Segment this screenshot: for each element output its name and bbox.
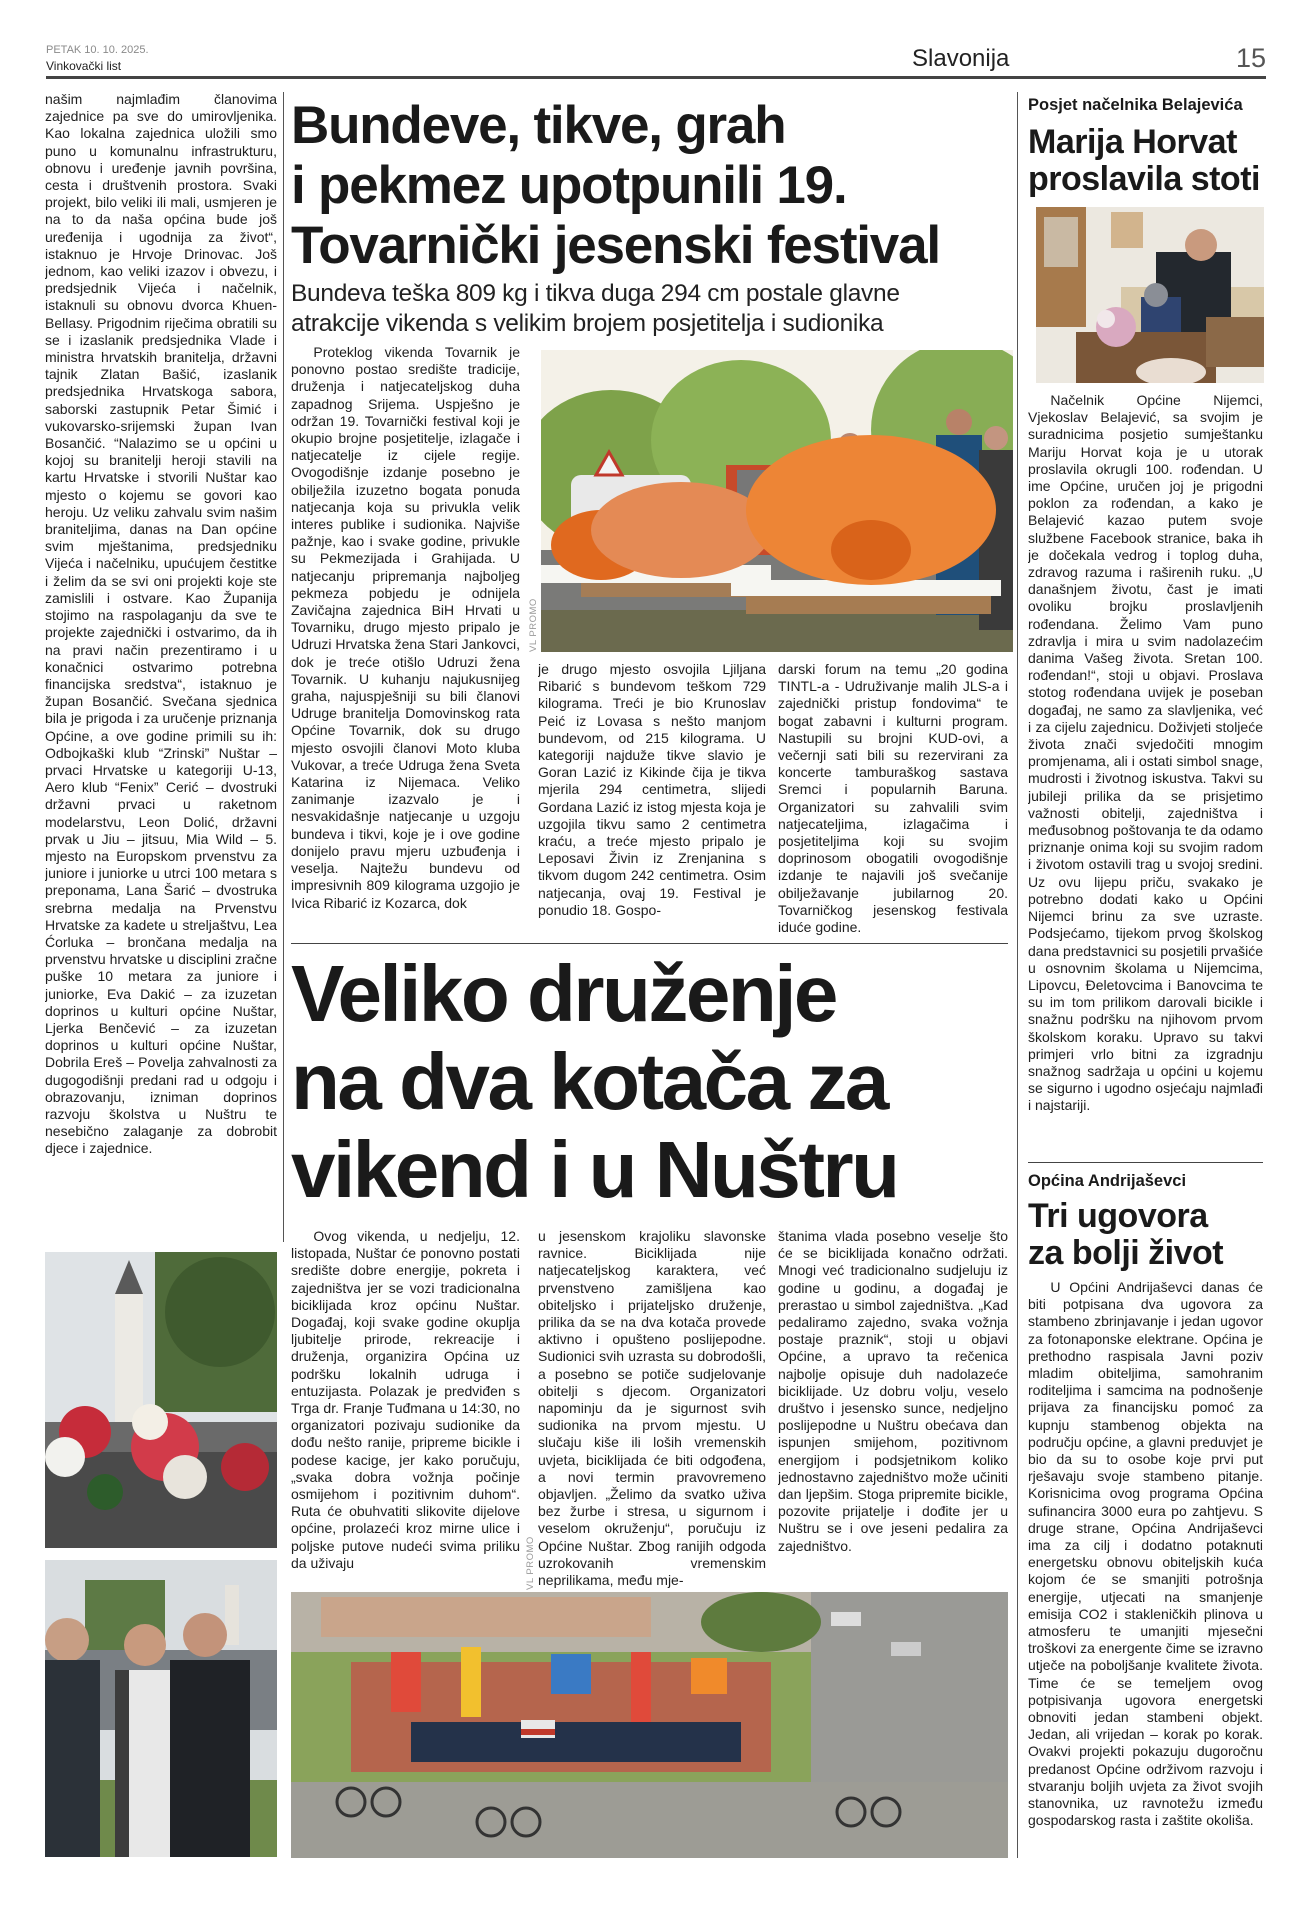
headline-line: Tovarnički jesenski festival [291, 216, 940, 275]
subtitle-line: Bundeva teška 809 kg i tikva duga 294 cm postale glavne [291, 280, 900, 307]
officials-photo [45, 1560, 277, 1857]
header-rule [46, 76, 1266, 79]
newspaper-name: Vinkovački list [46, 59, 122, 73]
column-divider [1017, 92, 1018, 1858]
andrijasevci-text: U Općini Andrijaševci danas će biti potpisana dva ugovora za stambeno zbrinjavanje i jedan ugovor za fotonaponske elektrane. Općina je prethodno raspisala Javni poziv mladim obiteljima, samohranim roditeljima i samcima na podnošenje prijava za financijsku pomoć za kupnju stambenog objekta na području općine, a glavni preduvjet je bio da su to osobe koje prvi put rješavaju svoje stambeno pitanje. Korisnicima ovog programa Općina sufinancira 3000 eura po zahtjevu. S druge strane, Općina Andrijaševci ima za cilj i dodatno potaknuti energetsku obnovu obiteljskih kuća kojom će se smanjiti potrošnja energije, utjecati na smanjenje emisija CO2 i stakleničkih plinova u atmosferu te umanjiti mjesečni troškovi za energente čime se izravno utječe na poboljšanje kvalitete života. Time će se temeljem ovog potpisivanja ugovora energetski obnoviti jedan stambeni objekt. Jedan, ali vrijedan – korak po korak. Ovakvi projekti pokazuju dugoročnu predanost Općine održivom razvoju i stvaranju boljih uvjeta za život svojih stanovnika, uz ravnotežu između gospodarskog rasta i zaštite okoliša. [1028, 1279, 1263, 1829]
page-number: 15 [1236, 43, 1267, 73]
horvat-text: Načelnik Općine Nijemci, Vjekoslav Belajević, sa svojim je suradnicima posjetio sumještanku Mariju Horvat koja je u utorak proslavila okrugli 100. rođendan. U ime Općine, uručen joj je prigodni poklon za rođendan, a kako je Belajević kazao putem svoje službene Facebook stranice, baka ih je dočekala vedrog i toplog duha, zdravog razuma i raširenih ruku. „U današnjem životu, čast je imati ovoliku brojku proslavljenih rođendana. Želimo Vam puno zdravlja i mira u svim nadolazećim danima Vašeg života. Sretan 100. rođendan!“, stoji u objavi. Proslava stotog rođendana uvijek je poseban događaj, ne samo za slavljenika, već i za cijelu zajednicu. Doživjeti stoljeće života znači svjedočiti mnogim promjenama, ali i ostati simbol snage, mudrosti i životnog iskustva. Takvi su jubileji prilika da se prisjetimo važnosti obitelji, zajedništva i međusobnog poštovanja te da odamo priznanje onima koji su svojim radom i životom ostavili trag u svojoj sredini. Uz ovu lijepu priču, svakako je potrebno dodati kako u Općini Nijemci brinu za sve uzraste. Podsjećamo, tijekom prvog školskog dana predstavnici su posjetili prvašiće u osnovnim školama u Nijemcima, Lipovcu, Đeletovcima i Banovcima te su im tom prilikom darovali bicikle i snažnu podršku na njihovom prvom školskom koraku. Upravo su takvi primjeri vrlo bitni za izgradnju snažnog sadržaja u općini u kojemu se sigurno i ugodno osjećaju najmlađi i najstariji. [1028, 392, 1263, 1114]
article-divider [1028, 1162, 1263, 1163]
headline-line: Tri ugovora [1028, 1197, 1208, 1235]
cyclists-playground-photo [291, 1592, 1008, 1858]
giant-pumpkins-photo [541, 350, 1013, 652]
cycling-headline [291, 950, 897, 1214]
headline-line: za bolji život [1028, 1234, 1224, 1272]
headline-line: Bundeve, tikve, grah [291, 96, 786, 155]
centenarian-visit-photo [1036, 207, 1264, 383]
cycling-column-2: u jesenskom krajoliku slavonske ravnice. Biciklijada nije natjecateljskog karaktera, već prvenstveno zamišljena kao obiteljsko i prijateljsko druženje, prilika da se na dva kotača provede aktivno i opušteno poslijepodne. Sudionici svih uzrasta su dobrodošli, a posebno se potiče sudjelovanje obitelji s djecom. Organizatori napominju da je sigurnost svih sudionika na prvom mjestu. U slučaju kiše ili loših vremenskih uvjeta, biciklijada će biti odgođena, a novi termin pravovremeno objavljen. „Želimo da svatko uživa bez žurbe i stresa, u sigurnom i veselom okruženju“, poručuju iz Općine Nuštar. Zbog ranijih odgoda uzrokovanih vremenskim neprilikama, među mje- [538, 1228, 766, 1588]
horvat-kicker: Posjet načelnika Belajevića [1028, 96, 1243, 114]
headline-line: Veliko druženje [291, 949, 836, 1038]
photo-credit: VL PROMO [525, 1536, 536, 1590]
festival-column-3: darski forum na temu „20 godina TINTL-a - Udruživanje malih JLS-a i zajednički pristup fondovima“ te bogat zabavni i kulturni program. Nastupili su brojni KUD-ovi, a večernji sati bili su rezervirani za koncerte tamburaškog sastava Sremci i popularnih Baruna. Organizatori su zahvalili svim natjecateljima, izlagačima i posjetiteljima koji su svojim doprinosom obogatili ovogodišnje izdanje te najavili još svečanije obilježavanje jubilarnog 20. Tovarničkog jesenskog festivala iduće godine. [778, 661, 1008, 936]
headline-line: i pekmez upotpunili 19. [291, 156, 847, 215]
headline-line: Marija Horvat [1028, 123, 1237, 161]
festival-subtitle [291, 279, 900, 339]
headline-line: vikend i u Nuštru [291, 1125, 898, 1214]
column-divider [283, 92, 284, 1242]
festival-column-2: je drugo mjesto osvojila Ljiljana Ribarić s bundevom teškom 729 kilograma. Treći je bio Krunoslav Peić iz Lovasa s nešto manjom bundevom, od 215 kilograma. U kategoriji najduže tikve slavio je Goran Lazić iz Kikinde čija je tikva mjerila 294 centimetra, slijedi Gordana Lazić iz istog mjesta koja je uzgojila tikvu samo 2 centimetra kraću, a treće mjesto pripalo je Leposavi Živin iz Zrenjanina s tikvom dugom 242 centimetra. Osim natjecanja, ovaj 19. Festival je ponudio 18. Gospo- [538, 661, 766, 918]
subtitle-line: atrakcije vikenda s velikim brojem posjetitelja i sudionika [291, 310, 884, 337]
horvat-headline [1028, 124, 1260, 198]
issue-date: PETAK 10. 10. 2025. [46, 44, 149, 56]
cycling-column-3: štanima vlada posebno veselje što će se biciklijada konačno održati. Mnogi već tradicionalno sudjeluju iz godine u godinu, a događaj je prerastao u simbol zajedništva. „Kad pedaliramo zajedno, svaka vožnja postaje praznik“, stoji u objavi Općine, a upravo ta rečenica najbolje opisuje duh nadolazeće biciklijade. Uz dobru volju, veselo društvo i jesensko sunce, nedjeljno poslijepodne u Nuštru obećava dan ispunjen smijehom, pozitivnom energijom i podsjetnikom koliko jednostavno zajedništvo može učiniti dan ljepšim. Stoga pripremite bicikle, pozovite prijatelje i dođite jer u Nuštru se i ove jeseni pedalira za zajedništvo. [778, 1228, 1008, 1554]
article-divider [291, 943, 1008, 944]
festival-column-1: Proteklog vikenda Tovarnik je ponovno postao središte tradicije, druženja i natjecateljskog duha zapadnog Srijema. Uspješno je održan 19. Tovarnički festival koji je okupio brojne posjetitelje, izlagače i natjecatelje iz cijele regije. Ovogodišnje izdanje posebno je obilježila izuzetno bogata ponuda natjecanja koja su privukla velik interes publike i sudionika. Najviše pažnje, kao i svake godine, privukle su Pekmezijada i Grahijada. U natjecanju pripremanja najboljeg pekmeza pobjedu je odnijela Zavičajna zajednica BiH Hrvati u Tovarniku, drugo mjesto pripalo je Udruzi Hrvatska žena Stari Jankovci, dok je treće otišlo Udruzi žena Tovarnik. U kuhanju najukusnijeg graha, najuspješniji su bili članovi Udruge branitelja Domovinskog rata Općine Tovarnik, dok su drugo mjesto osvojili članovi Moto kluba Vukovar, a treće Udruga žena Sveta Katarina iz Nijemaca. Veliko zanimanje izazvalo je i nesvakidašnje natjecanje u uzgoju bundeva i tikvi, koje je i ove godine donijelo pravu mjeru uzbuđenja i veselja. Najtežu bundevu od impresivnih 809 kilograma uzgojio je Ivica Ribarić iz Kozarca, dok [291, 344, 520, 911]
headline-line: na dva kotača za [291, 1037, 887, 1126]
andrijasevci-kicker: Općina Andrijaševci [1028, 1172, 1187, 1190]
left-column-text: našim najmlađim članovima zajednice pa sve do umirovljenika. Kao lokalna zajednica uložili smo puno u komunalnu infrastrukturu, obnovu i uređenje javnih površina, cesta i društvenih prostora. Svaki projekt, bilo veliki ili mali, usmjeren je na to da naša općina bude još uređenija i ugodnija za život“, istaknuo je Hrvoje Drinovac. Još jednom, kao veliki izazov i obvezu, i predsjednik Vijeća i načelnik, istaknuli su obnovu dvorca Khuen-Bellasy. Prigodnim riječima obratili su se i izaslanik predsjednika Vlade i ministra hrvatskih branitelja, državni tajnik Zlatan Bašić, izaslanik predsjednika Hrvatskoga sabora, saborski zastupnik Petar Šimić i vukovarsko-srijemski župan Ivan Bosančić. “Nalazimo se u općini u kojoj su branitelji heroji stavili na kartu Hrvatske i stvorili Nuštar kao mjesto o kojemu se govori kao heroju. Uz veliku zahvalu svim našim braniteljima, danas na Dan općine svim mještanima, predsjedniku Vijeća i načelniku, upućujem čestitke i želim da se svi oni projekti koje ste zamislili i ostvare. Kao Županija stojimo na raspolaganju da sve te projekte zajednički i ostvarimo, da ih na pravi način prezentiramo i u konačnici ostvarimo potrebna financijska sredstva“, istaknuo je župan Bosančić. Svečana sjednica bila je prigoda i za uručenje priznanja Općine, a ove godine primili su ih: Odbojkaški klub “Zrinski” Nuštar – prvaci Hrvatske u kategoriji U-13, Aero klub “Fenix” Cerić – dvostruki državni prvaci u raketnom modelarstvu, Leon Dolić, državni prvak u Jiu – jitsuu, Mia Wild – 5. mjesto na Europskom prvenstvu za juniore i juniorke u utrci 100 metara s preponama, Lana Šarić – dvostruka srebrna medalja na Prvenstvu Hrvatske za kadete u streljaštvu, Lea Ćorluka – brončana medalja na prvenstvu hrvatske u disciplini zračne puške 10 metara za juniore i juniorke, Eva Dakić – za izuzetan doprinos u kulturi općine Nuštar, Ljerka Benčević – za izuzetan doprinos u kulturi općine Nuštar, Dobrila Ereš – Povelja zahvalnosti za dugogodišnji predani rad u odgoju i obrazovanju, izniman doprinos razvoju školstva u Nuštru te nesebično zalaganje za dobrobit djece i zajednice. [45, 91, 277, 1157]
headline-line: proslavila stoti [1028, 160, 1260, 198]
andrijasevci-headline [1028, 1198, 1223, 1272]
photo-credit: VL PROMO [528, 598, 539, 652]
church-flowers-photo [45, 1252, 277, 1548]
cycling-column-1: Ovog vikenda, u nedjelju, 12. listopada, Nuštar će ponovno postati središte dobre energije, pokreta i zajedništva jer se vozi tradicionalna biciklijada kroz općinu Nuštar. Događaj, koji svake godine okuplja ljubitelje prirode, rekreacije i druženja, organizira Općina uz podršku lokalnih udruga i entuzijasta. Polazak je predviđen s Trga dr. Franje Tuđmana u 14:30, no organizatori pozivaju sudionike da dođu nešto ranije, pripreme bicikle i podese kacige, jer kako poručuju, „svaka dobra vožnja počinje osmijehom i pozitivnim duhom“. Ruta će obuhvatiti slikovite dijelove općine, prolazeći kroz mirne ulice i poljske putove nudeći svima priliku da uživaju [291, 1228, 520, 1571]
festival-headline [291, 96, 940, 276]
section-title: Slavonija [912, 45, 1010, 72]
